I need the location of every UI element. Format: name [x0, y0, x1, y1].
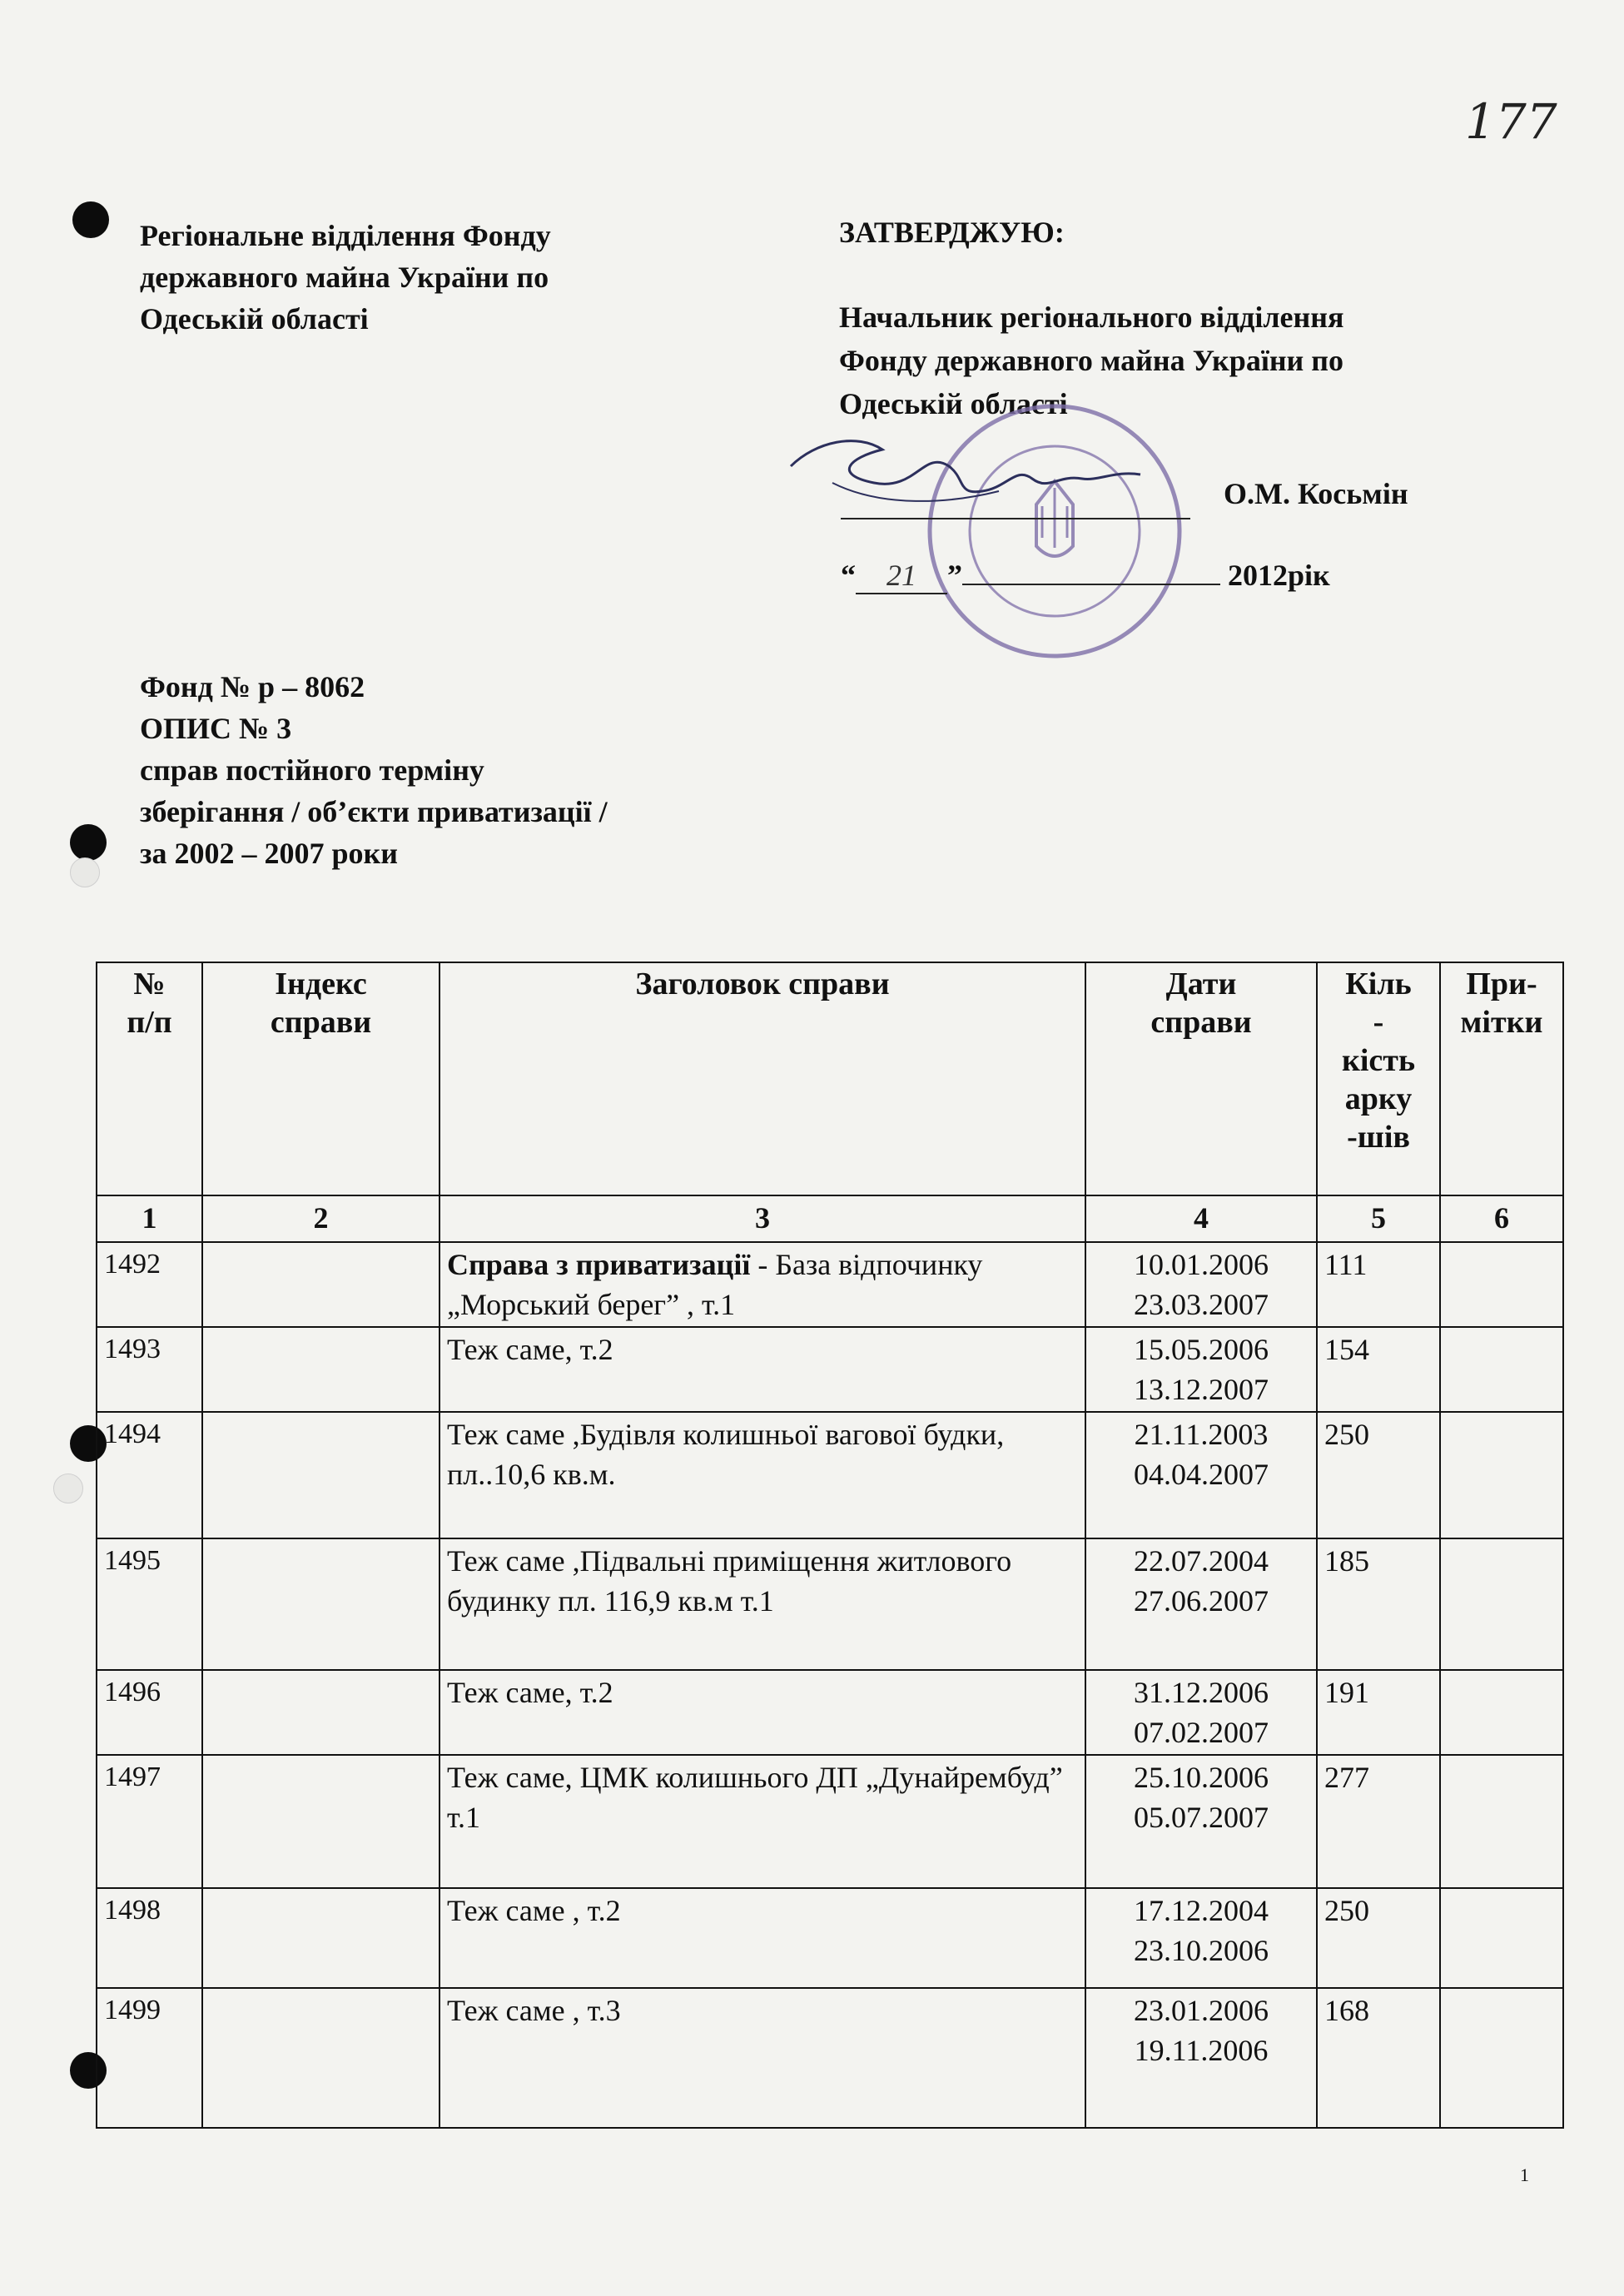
row-title-text: Теж саме , т.2: [447, 1894, 621, 1927]
date-year: 2012рік: [1228, 559, 1330, 592]
row-title: [440, 1670, 1085, 1755]
header-dates-line: справи: [1150, 1005, 1252, 1040]
inventory-period: за 2002 – 2007 роки: [140, 837, 398, 870]
row-title-bold: Справа з приватизації: [447, 1248, 751, 1281]
row-index: [202, 1988, 440, 2128]
row-date-from: 31.12.2006: [1134, 1676, 1269, 1709]
row-index: [202, 1538, 440, 1670]
row-index: [202, 1888, 440, 1988]
row-date-from: 25.10.2006: [1134, 1761, 1269, 1794]
header-notes-line: При-: [1466, 967, 1537, 1001]
table-header-row: [97, 962, 1563, 1195]
row-index: [202, 1670, 440, 1755]
column-number: 2: [202, 1195, 440, 1242]
row-index: [202, 1327, 440, 1412]
table-row: [97, 1755, 1563, 1888]
organization-line: Одеській області: [140, 302, 369, 335]
row-title: [440, 1242, 1085, 1327]
signature-line: [841, 518, 1190, 519]
header-num-line: п/п: [127, 1005, 172, 1040]
organization-line: Регіональне відділення Фонду: [140, 219, 551, 252]
header-notes-line: мітки: [1460, 1005, 1543, 1040]
inventory-number: ОПИС № 3: [140, 712, 292, 745]
header-dates-line: Дати: [1165, 967, 1237, 1001]
row-sheets: 191: [1317, 1670, 1440, 1755]
row-title: [440, 1755, 1085, 1888]
binder-hole-torn: [70, 857, 100, 887]
row-date-to: 23.03.2007: [1134, 1288, 1269, 1321]
row-dates: [1085, 1242, 1317, 1327]
row-num: 1497: [97, 1755, 202, 1888]
binder-hole: [72, 201, 109, 238]
row-num: 1499: [97, 1988, 202, 2128]
header-sheets: [1317, 962, 1440, 1195]
row-num: 1494: [97, 1412, 202, 1538]
row-index: [202, 1755, 440, 1888]
row-date-to: 19.11.2006: [1134, 2034, 1269, 2067]
row-title-text: Теж саме, т.2: [447, 1676, 613, 1709]
row-title-text: Теж саме , т.3: [447, 1994, 621, 2027]
row-date-from: 10.01.2006: [1134, 1248, 1269, 1281]
date-month-blank: [962, 584, 1220, 585]
row-sheets: 154: [1317, 1327, 1440, 1412]
row-num: 1498: [97, 1888, 202, 1988]
row-notes: [1440, 1538, 1563, 1670]
row-notes: [1440, 1888, 1563, 1988]
row-date-from: 17.12.2004: [1134, 1894, 1269, 1927]
inventory-description: [140, 666, 608, 874]
header-num-line: №: [133, 967, 166, 1001]
row-dates: [1085, 1755, 1317, 1888]
row-notes: [1440, 1327, 1563, 1412]
row-dates: [1085, 1538, 1317, 1670]
organization-name: [140, 215, 551, 340]
organization-line: державного майна України по: [140, 261, 549, 294]
row-title: [440, 1988, 1085, 2128]
row-num: 1495: [97, 1538, 202, 1670]
row-notes: [1440, 1412, 1563, 1538]
row-dates: [1085, 1670, 1317, 1755]
approval-position-line: Одеській області: [839, 387, 1068, 420]
row-sheets: 250: [1317, 1412, 1440, 1538]
row-sheets: 277: [1317, 1755, 1440, 1888]
header-sheets-line: Кіль: [1345, 967, 1412, 1001]
header-sheets-line: -шів: [1347, 1120, 1410, 1155]
date-day: 21: [856, 558, 947, 594]
row-title: [440, 1538, 1085, 1670]
date-quote-close: ”: [947, 559, 962, 592]
row-dates: [1085, 1888, 1317, 1988]
row-dates: [1085, 1988, 1317, 2128]
row-dates: [1085, 1327, 1317, 1412]
row-notes: [1440, 1242, 1563, 1327]
row-title-text: Теж саме, т.2: [447, 1333, 613, 1366]
inventory-category: зберігання / об’єкти приватизації /: [140, 795, 608, 828]
table-row: [97, 1670, 1563, 1755]
row-dates: [1085, 1412, 1317, 1538]
row-title: [440, 1888, 1085, 1988]
header-index: [202, 962, 440, 1195]
row-num: 1492: [97, 1242, 202, 1327]
row-sheets: 185: [1317, 1538, 1440, 1670]
table-row: [97, 1412, 1563, 1538]
row-date-to: 05.07.2007: [1134, 1801, 1269, 1834]
fond-number: Фонд № р – 8062: [140, 670, 365, 703]
row-title-text: Теж саме ,Будівля колишньої вагової будки, пл..10,6 кв.м.: [447, 1418, 1005, 1491]
row-title: [440, 1327, 1085, 1412]
table-row: [97, 1888, 1563, 1988]
header-sheets-line: кість: [1341, 1043, 1416, 1078]
approval-position-line: Начальник регіонального відділення: [839, 301, 1344, 334]
date-quote-open: “: [841, 559, 856, 592]
row-date-to: 04.04.2007: [1134, 1458, 1269, 1491]
archive-sheet-number: 177: [1465, 93, 1557, 150]
approval-position-line: Фонду державного майна України по: [839, 344, 1344, 377]
row-date-from: 22.07.2004: [1134, 1544, 1269, 1578]
header-sheets-line: -: [1373, 1005, 1384, 1040]
row-date-to: 23.10.2006: [1134, 1934, 1269, 1967]
row-num: 1496: [97, 1670, 202, 1755]
binder-hole-torn: [53, 1474, 83, 1503]
column-number: 4: [1085, 1195, 1317, 1242]
column-number: 6: [1440, 1195, 1563, 1242]
inventory-type: справ постійного терміну: [140, 753, 484, 787]
header-title: Заголовок справи: [440, 962, 1085, 1195]
row-sheets: 250: [1317, 1888, 1440, 1988]
row-title-text: - База відпочинку „Морський берег” , т.1: [447, 1248, 983, 1321]
row-date-from: 15.05.2006: [1134, 1333, 1269, 1366]
signer-name: О.М. Косьмін: [1224, 477, 1408, 510]
row-num: 1493: [97, 1327, 202, 1412]
column-number: 5: [1317, 1195, 1440, 1242]
binder-hole: [70, 824, 107, 861]
header-dates: [1085, 962, 1317, 1195]
row-index: [202, 1242, 440, 1327]
table-row: [97, 1242, 1563, 1327]
table-row: [97, 1988, 1563, 2128]
column-number: 3: [440, 1195, 1085, 1242]
header-notes: [1440, 962, 1563, 1195]
row-notes: [1440, 1670, 1563, 1755]
row-date-to: 07.02.2007: [1134, 1716, 1269, 1749]
column-number-row: [97, 1195, 1563, 1242]
row-date-to: 27.06.2007: [1134, 1584, 1269, 1618]
table-row: [97, 1327, 1563, 1412]
row-title: [440, 1412, 1085, 1538]
approval-title: ЗАТВЕРДЖУЮ:: [839, 216, 1065, 249]
header-sheets-line: арку: [1344, 1081, 1413, 1116]
row-index: [202, 1412, 440, 1538]
row-date-to: 13.12.2007: [1134, 1373, 1269, 1406]
row-title-text: Теж саме, ЦМК колишнього ДП „Дунайрембуд” т.1: [447, 1761, 1063, 1834]
column-number: 1: [97, 1195, 202, 1242]
row-notes: [1440, 1755, 1563, 1888]
table-row: [97, 1538, 1563, 1670]
row-notes: [1440, 1988, 1563, 2128]
row-date-from: 23.01.2006: [1134, 1994, 1269, 2027]
row-sheets: 111: [1317, 1242, 1440, 1327]
row-title-text: Теж саме ,Підвальні приміщення житлового будинку пл. 116,9 кв.м т.1: [447, 1544, 1012, 1618]
inventory-table: [96, 962, 1564, 2129]
row-date-from: 21.11.2003: [1134, 1418, 1269, 1451]
row-sheets: 168: [1317, 1988, 1440, 2128]
header-index-line: Індекс: [275, 967, 367, 1001]
header-num: [97, 962, 202, 1195]
approval-date: [841, 558, 1330, 594]
page-number: 1: [1520, 2164, 1529, 2185]
header-index-line: справи: [270, 1005, 372, 1040]
